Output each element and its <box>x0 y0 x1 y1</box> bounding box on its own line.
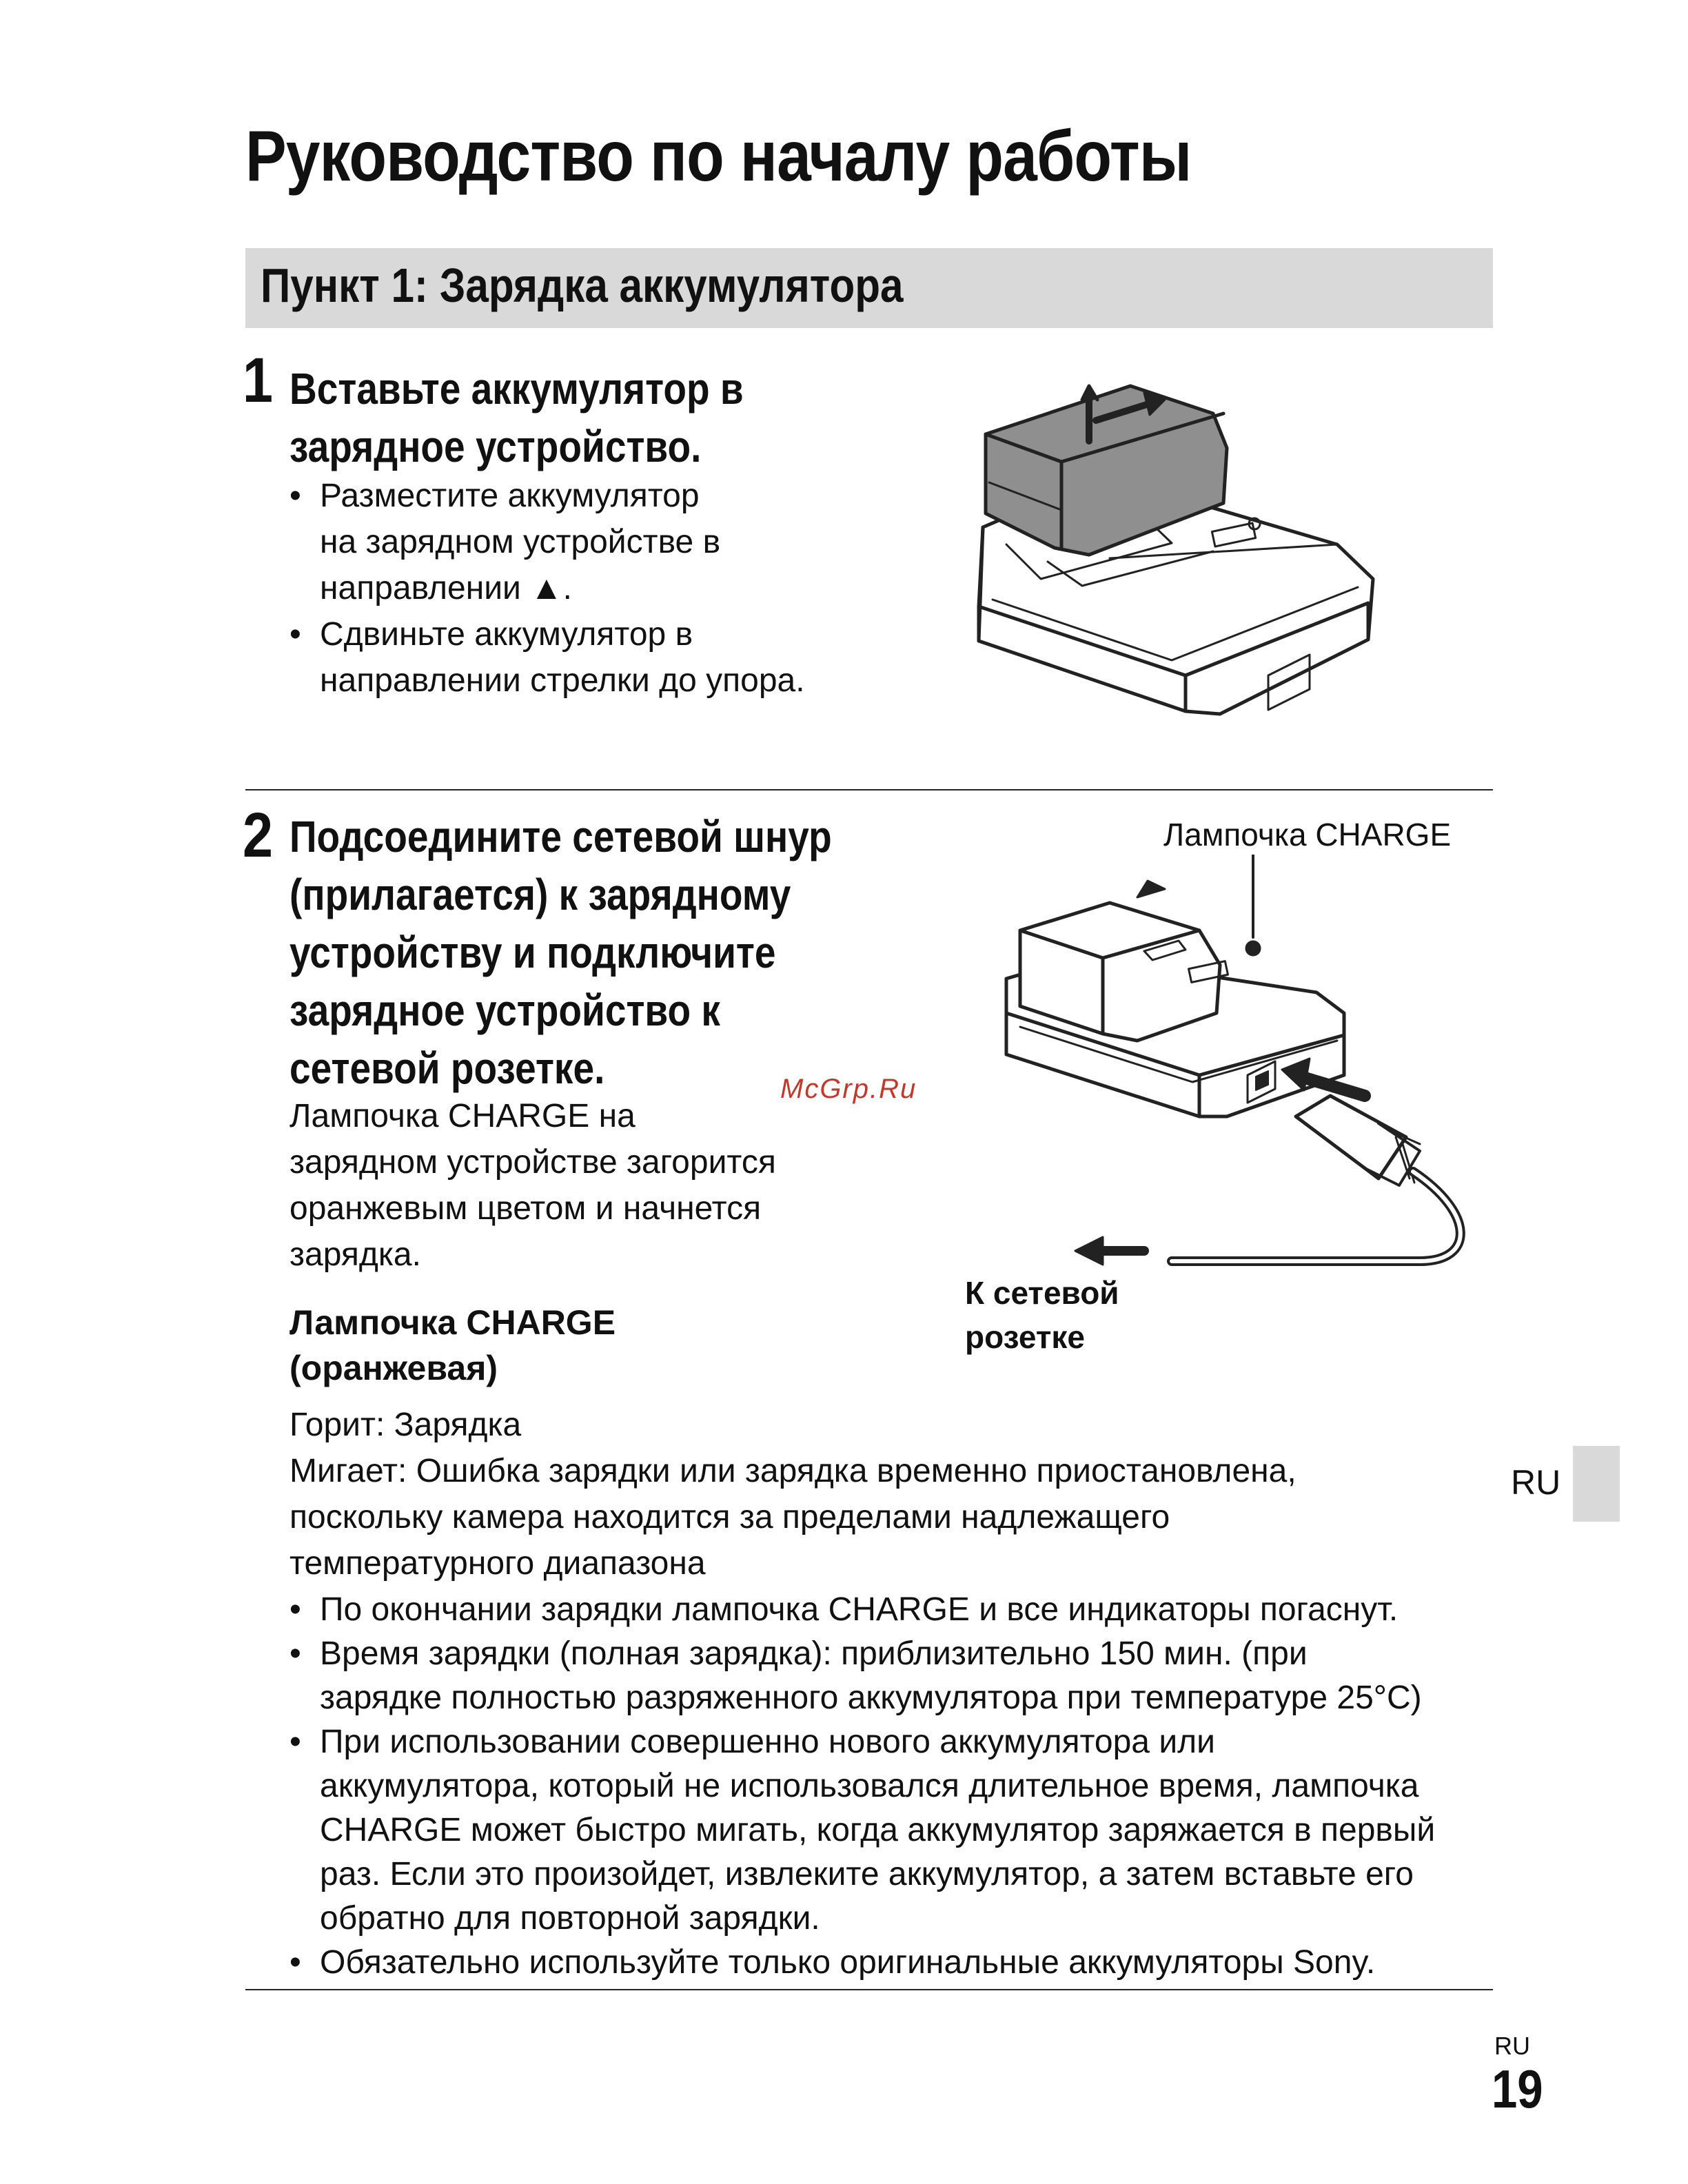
step-1-heading <box>289 360 744 476</box>
lamp-heading-line: (оранжевая) <box>289 1349 498 1387</box>
divider <box>245 1989 1493 1990</box>
step-1-heading-line: зарядное устройство. <box>289 422 702 471</box>
language-tab <box>1573 1446 1620 1522</box>
status-line: Мигает: Ошибка зарядки или зарядка временно приостановлена, <box>289 1453 1296 1489</box>
bullet-line: • Время зарядки (полная зарядка): приблизительно 150 мин. (при <box>320 1635 1308 1672</box>
outlet-label-line: К сетевой <box>965 1275 1119 1311</box>
outlet-label-line: розетке <box>965 1319 1085 1355</box>
step-2-number: 2 <box>243 800 274 870</box>
bullet-line: обратно для повторной зарядки. <box>320 1900 820 1937</box>
step-2-bullets <box>289 1588 1435 1985</box>
page-title: Руководство по началу работы <box>245 116 1192 196</box>
step-2-text <box>289 1093 776 1278</box>
bullet-line: аккумулятора, который не использовался длительное время, лампочка <box>320 1768 1419 1804</box>
step-2-heading-line: зарядное устройство к <box>289 986 720 1035</box>
bullet-line: CHARGE может быстро мигать, когда аккумулятор заряжается в первый <box>320 1812 1436 1848</box>
list-item <box>289 1588 1435 1632</box>
bullet-line: зарядке полностью разряженного аккумулятора при температуре 25°C) <box>320 1680 1422 1716</box>
bullet-line: • По окончании зарядки лампочка CHARGE и все индикаторы погаснут. <box>320 1591 1399 1628</box>
charger-cord-illustration <box>993 855 1503 1296</box>
lamp-heading <box>289 1300 616 1391</box>
text-line: зарядном устройстве загорится <box>289 1144 776 1181</box>
text-line: зарядка. <box>289 1236 421 1273</box>
status-line: поскольку камера находится за пределами надлежащего <box>289 1499 1170 1535</box>
list-item <box>289 1941 1435 1985</box>
text-line: оранжевым цветом и начнется <box>289 1190 762 1227</box>
charge-lamp-label: Лампочка CHARGE <box>1163 817 1452 853</box>
bullet-line: • Обязательно используйте только оригинальные аккумуляторы Sony. <box>320 1944 1376 1981</box>
list-item <box>289 1632 1435 1720</box>
bullet-line: направлении ▲. <box>320 570 572 606</box>
list-item <box>289 473 805 611</box>
battery-insert-illustration <box>965 372 1392 731</box>
step-1-bullets <box>289 473 805 704</box>
section-title: Пункт 1: Зарядка аккумулятора <box>261 258 904 312</box>
bullet-line: раз. Если это произойдет, извлеките аккумулятор, а затем вставьте его <box>320 1856 1414 1892</box>
status-line: Горит: Зарядка <box>289 1407 522 1443</box>
divider <box>245 789 1493 790</box>
list-item <box>289 611 805 704</box>
step-2-heading <box>289 808 832 1097</box>
list-item <box>289 1720 1435 1941</box>
watermark: McGrp.Ru <box>780 1074 917 1104</box>
lamp-status <box>289 1402 1296 1586</box>
bullet-line: • Разместите аккумулятор <box>320 478 700 514</box>
step-2-heading-line: Подсоедините сетевой шнур <box>289 812 832 861</box>
step-1-heading-line: Вставьте аккумулятор в <box>289 364 744 414</box>
language-tab-label: RU <box>1511 1463 1561 1502</box>
step-2-heading-line: устройству и подключите <box>289 928 776 977</box>
step-1-number: 1 <box>243 345 274 416</box>
step-2-heading-line: (прилагается) к зарядному <box>289 870 791 919</box>
bullet-line: направлении стрелки до упора. <box>320 662 805 699</box>
step-2-heading-line: сетевой розетке. <box>289 1043 605 1093</box>
page-number: 19 <box>1492 2059 1543 2119</box>
bullet-line: • При использовании совершенно нового аккумулятора или <box>320 1724 1215 1760</box>
bullet-line: на зарядном устройстве в <box>320 524 721 560</box>
footer-language: RU <box>1494 2032 1530 2060</box>
lamp-heading-line: Лампочка CHARGE <box>289 1303 616 1342</box>
bullet-line: • Сдвиньте аккумулятор в <box>320 616 693 653</box>
status-line: температурного диапазона <box>289 1545 706 1582</box>
text-line: Лампочка CHARGE на <box>289 1098 635 1134</box>
